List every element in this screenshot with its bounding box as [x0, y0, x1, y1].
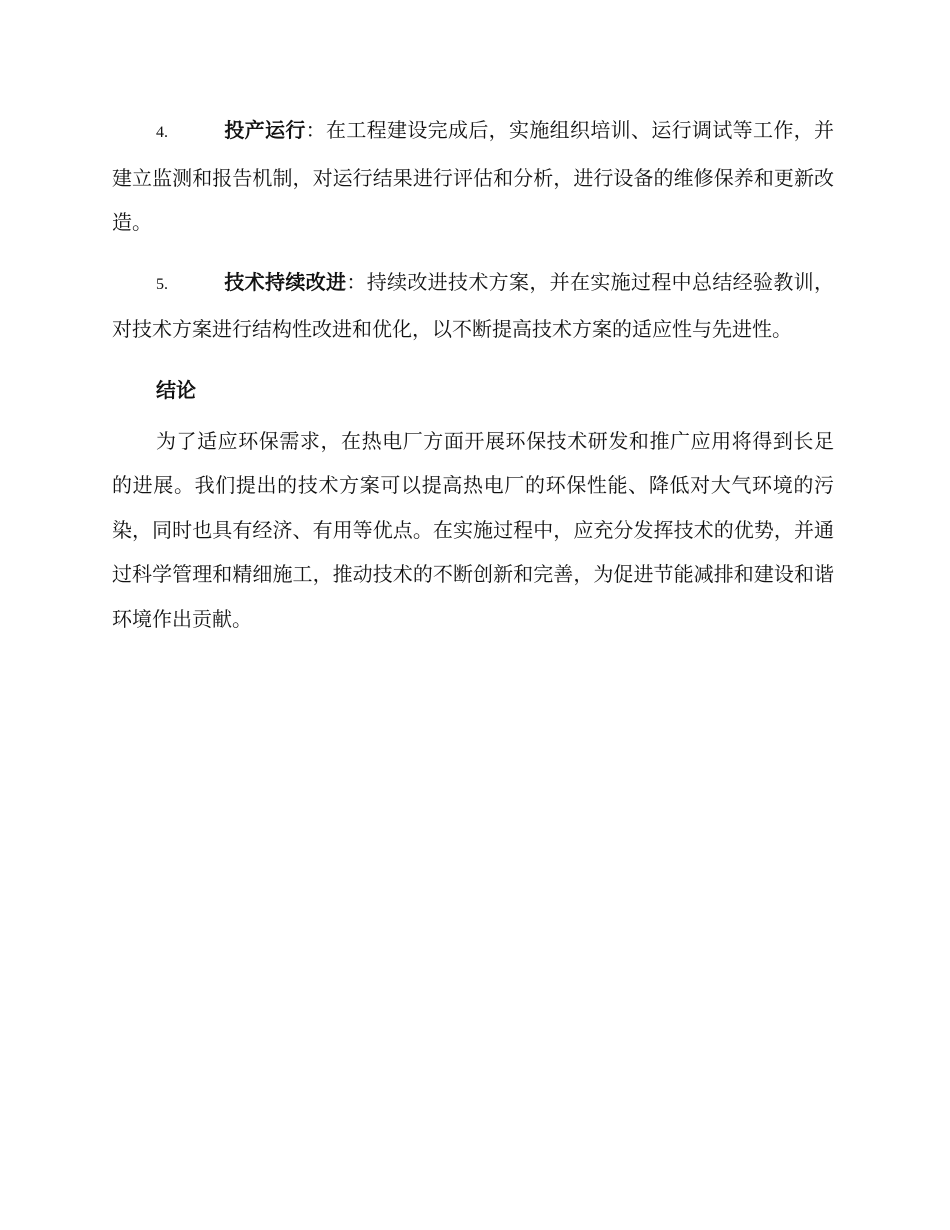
list-item-separator: ： — [346, 269, 367, 294]
list-item-text: 在工程建设完成后，实施组织培训、运行调试等工作，并建立监测和报告机制，对运行结果进行评估和分析，进行设备的维修保养和更新改造。 — [112, 118, 835, 234]
conclusion-paragraph: 为了适应环保需求，在热电厂方面开展环保技术研发和推广应用将得到长足的进展。我们提出的技术方案可以提高热电厂的环保性能、降低对大气环境的污染，同时也具有经济、有用等优点。在实施过程中，应充分发挥技术的优势，并通过科学管理和精细施工，推动技术的不断创新和完善，为促进节能减排和建设和谐环境作出贡献。 — [112, 428, 834, 631]
document-page — [112, 108, 834, 641]
list-item-number: 5. — [156, 275, 168, 293]
list-item-number: 4. — [156, 124, 168, 141]
list-item-improvement — [112, 260, 834, 352]
list-item-text: 持续改进技术方案，并在实施过程中总结经验教训，对技术方案进行结构性改进和优化，以不断提高技术方案的适应性与先进性。 — [112, 269, 835, 341]
list-item-operation — [112, 108, 834, 245]
list-item-term: 投产运行 — [224, 118, 306, 142]
list-item-term: 技术持续改进 — [224, 269, 347, 294]
list-item-separator: ： — [305, 118, 327, 142]
conclusion-heading: 结论 — [156, 377, 196, 402]
